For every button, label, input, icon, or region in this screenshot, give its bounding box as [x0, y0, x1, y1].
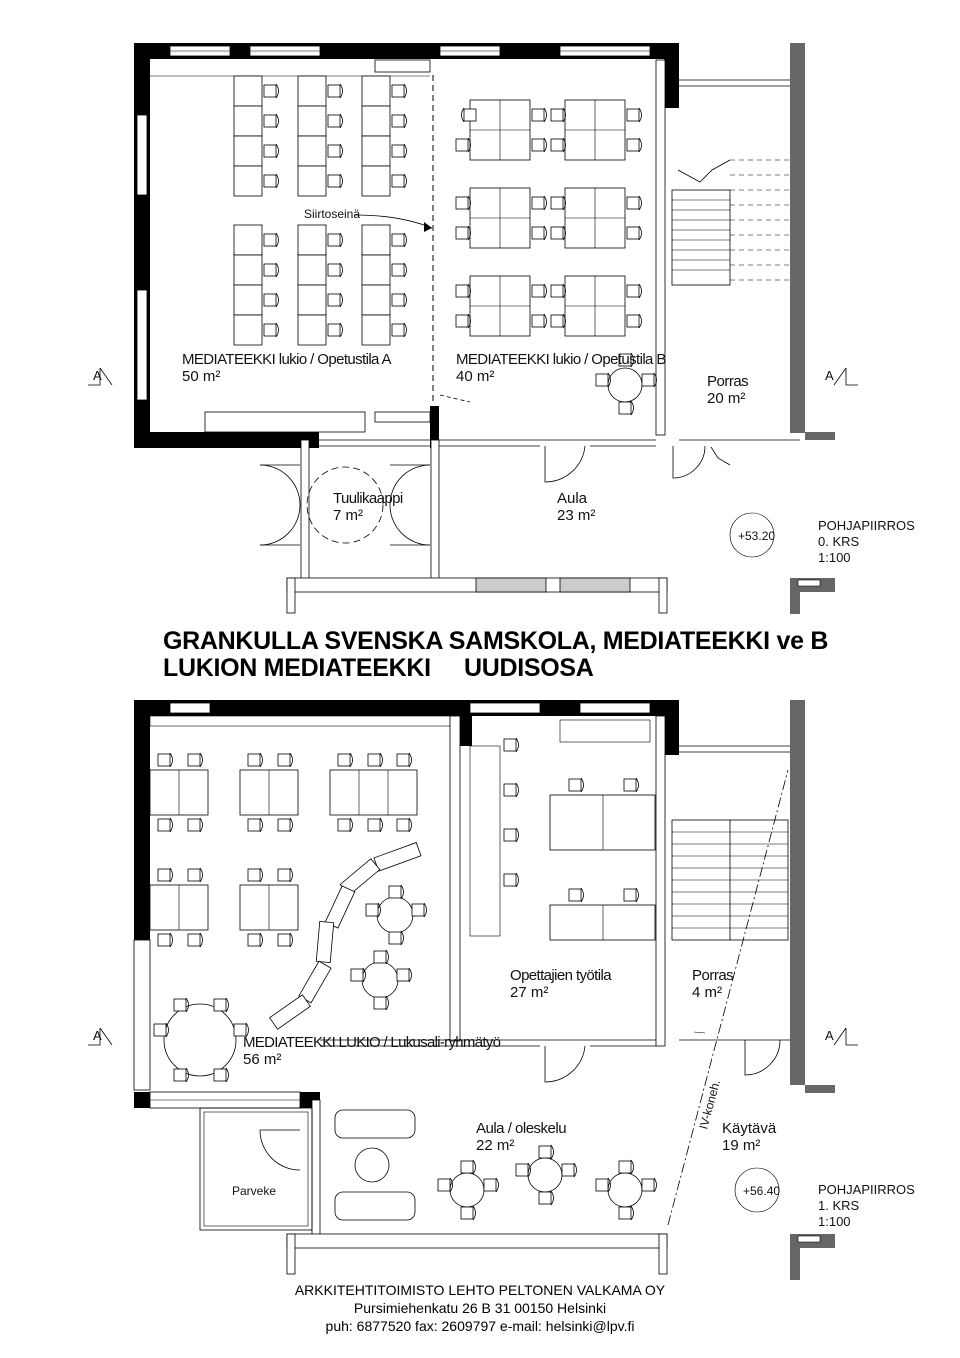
- corridor-name: Käytävä: [722, 1120, 777, 1137]
- scale-1: 1:100: [818, 1214, 851, 1229]
- stair-plan0: [672, 160, 790, 285]
- stair-name-0: Porras: [707, 373, 749, 390]
- duct-label: IV-koneh.: [696, 1078, 724, 1131]
- level-1: +56.40: [743, 1184, 781, 1198]
- plan-ground-floor: [88, 43, 915, 614]
- room-a-area: 50 m²: [182, 368, 221, 385]
- scale-0: 1:100: [818, 550, 851, 565]
- room-a-name: MEDIATEEKKI lukio / Opetustila A: [182, 351, 391, 368]
- room-b-name: MEDIATEEKKI lukio / Opetustila B: [456, 351, 666, 368]
- section-marker-right: A: [825, 368, 834, 383]
- section-marker-right-1: A: [825, 1028, 834, 1043]
- floor-1: 1. KRS: [818, 1198, 860, 1213]
- room-b-area: 40 m²: [456, 368, 495, 385]
- wall-east-upper: [664, 43, 679, 108]
- partition-label: Siirtoseinä: [304, 207, 361, 221]
- corridor-area: 19 m²: [722, 1137, 761, 1154]
- wall-south: [134, 432, 319, 448]
- section-marker-left-1: A: [93, 1028, 102, 1043]
- drawing-title-line1: GRANKULLA SVENSKA SAMSKOLA, MEDIATEEKKI ve B: [163, 627, 829, 655]
- lounge-name: Aula / oleskelu: [476, 1120, 567, 1137]
- stair-name-1: Porras: [692, 967, 734, 984]
- structure-grey: [790, 43, 805, 433]
- round-table: [608, 368, 642, 402]
- footer-address: Pursimiehenkatu 26 B 31 00150 Helsinki: [353, 1300, 607, 1316]
- plan-first-floor: [88, 700, 915, 1280]
- footer-contact: puh: 6877520 fax: 2609797 e-mail: helsinki@lpv.fi: [325, 1318, 635, 1334]
- lobby-name: Aula: [557, 490, 588, 507]
- section-marker-left: A: [93, 368, 102, 383]
- vestibule-area: 7 m²: [333, 507, 363, 524]
- footer-company: ARKKITEHTITOIMISTO LEHTO PELTONEN VALKAMA OY: [294, 1282, 666, 1298]
- plan-title-1: POHJAPIIRROS: [818, 1182, 915, 1197]
- reading-area: 56 m²: [243, 1051, 282, 1068]
- teachers-name: Opettajien työtila: [510, 967, 611, 984]
- floor-0: 0. KRS: [818, 534, 860, 549]
- teachers-area: 27 m²: [510, 984, 549, 1001]
- duct-line: [668, 770, 788, 1225]
- balcony-label: Parveke: [232, 1184, 277, 1198]
- stair-area-0: 20 m²: [707, 390, 746, 407]
- stair-area-1: 4 m²: [692, 984, 722, 1001]
- stair-plan1: [672, 820, 788, 940]
- vestibule-name: Tuulikaappi: [333, 490, 403, 507]
- teachers-room-furniture: [470, 720, 655, 940]
- plan-title-0: POHJAPIIRROS: [818, 518, 915, 533]
- reading-room-furniture: [150, 753, 427, 1082]
- lounge-area: 22 m²: [476, 1137, 515, 1154]
- lobby-area: 23 m²: [557, 507, 596, 524]
- reading-name: MEDIATEEKKI LUKIO / Lukusali-ryhmätyö: [243, 1034, 501, 1051]
- drawing-title-line2: LUKION MEDIATEEKKI UUDISOSA: [163, 654, 594, 682]
- level-0: +53.20: [738, 529, 776, 543]
